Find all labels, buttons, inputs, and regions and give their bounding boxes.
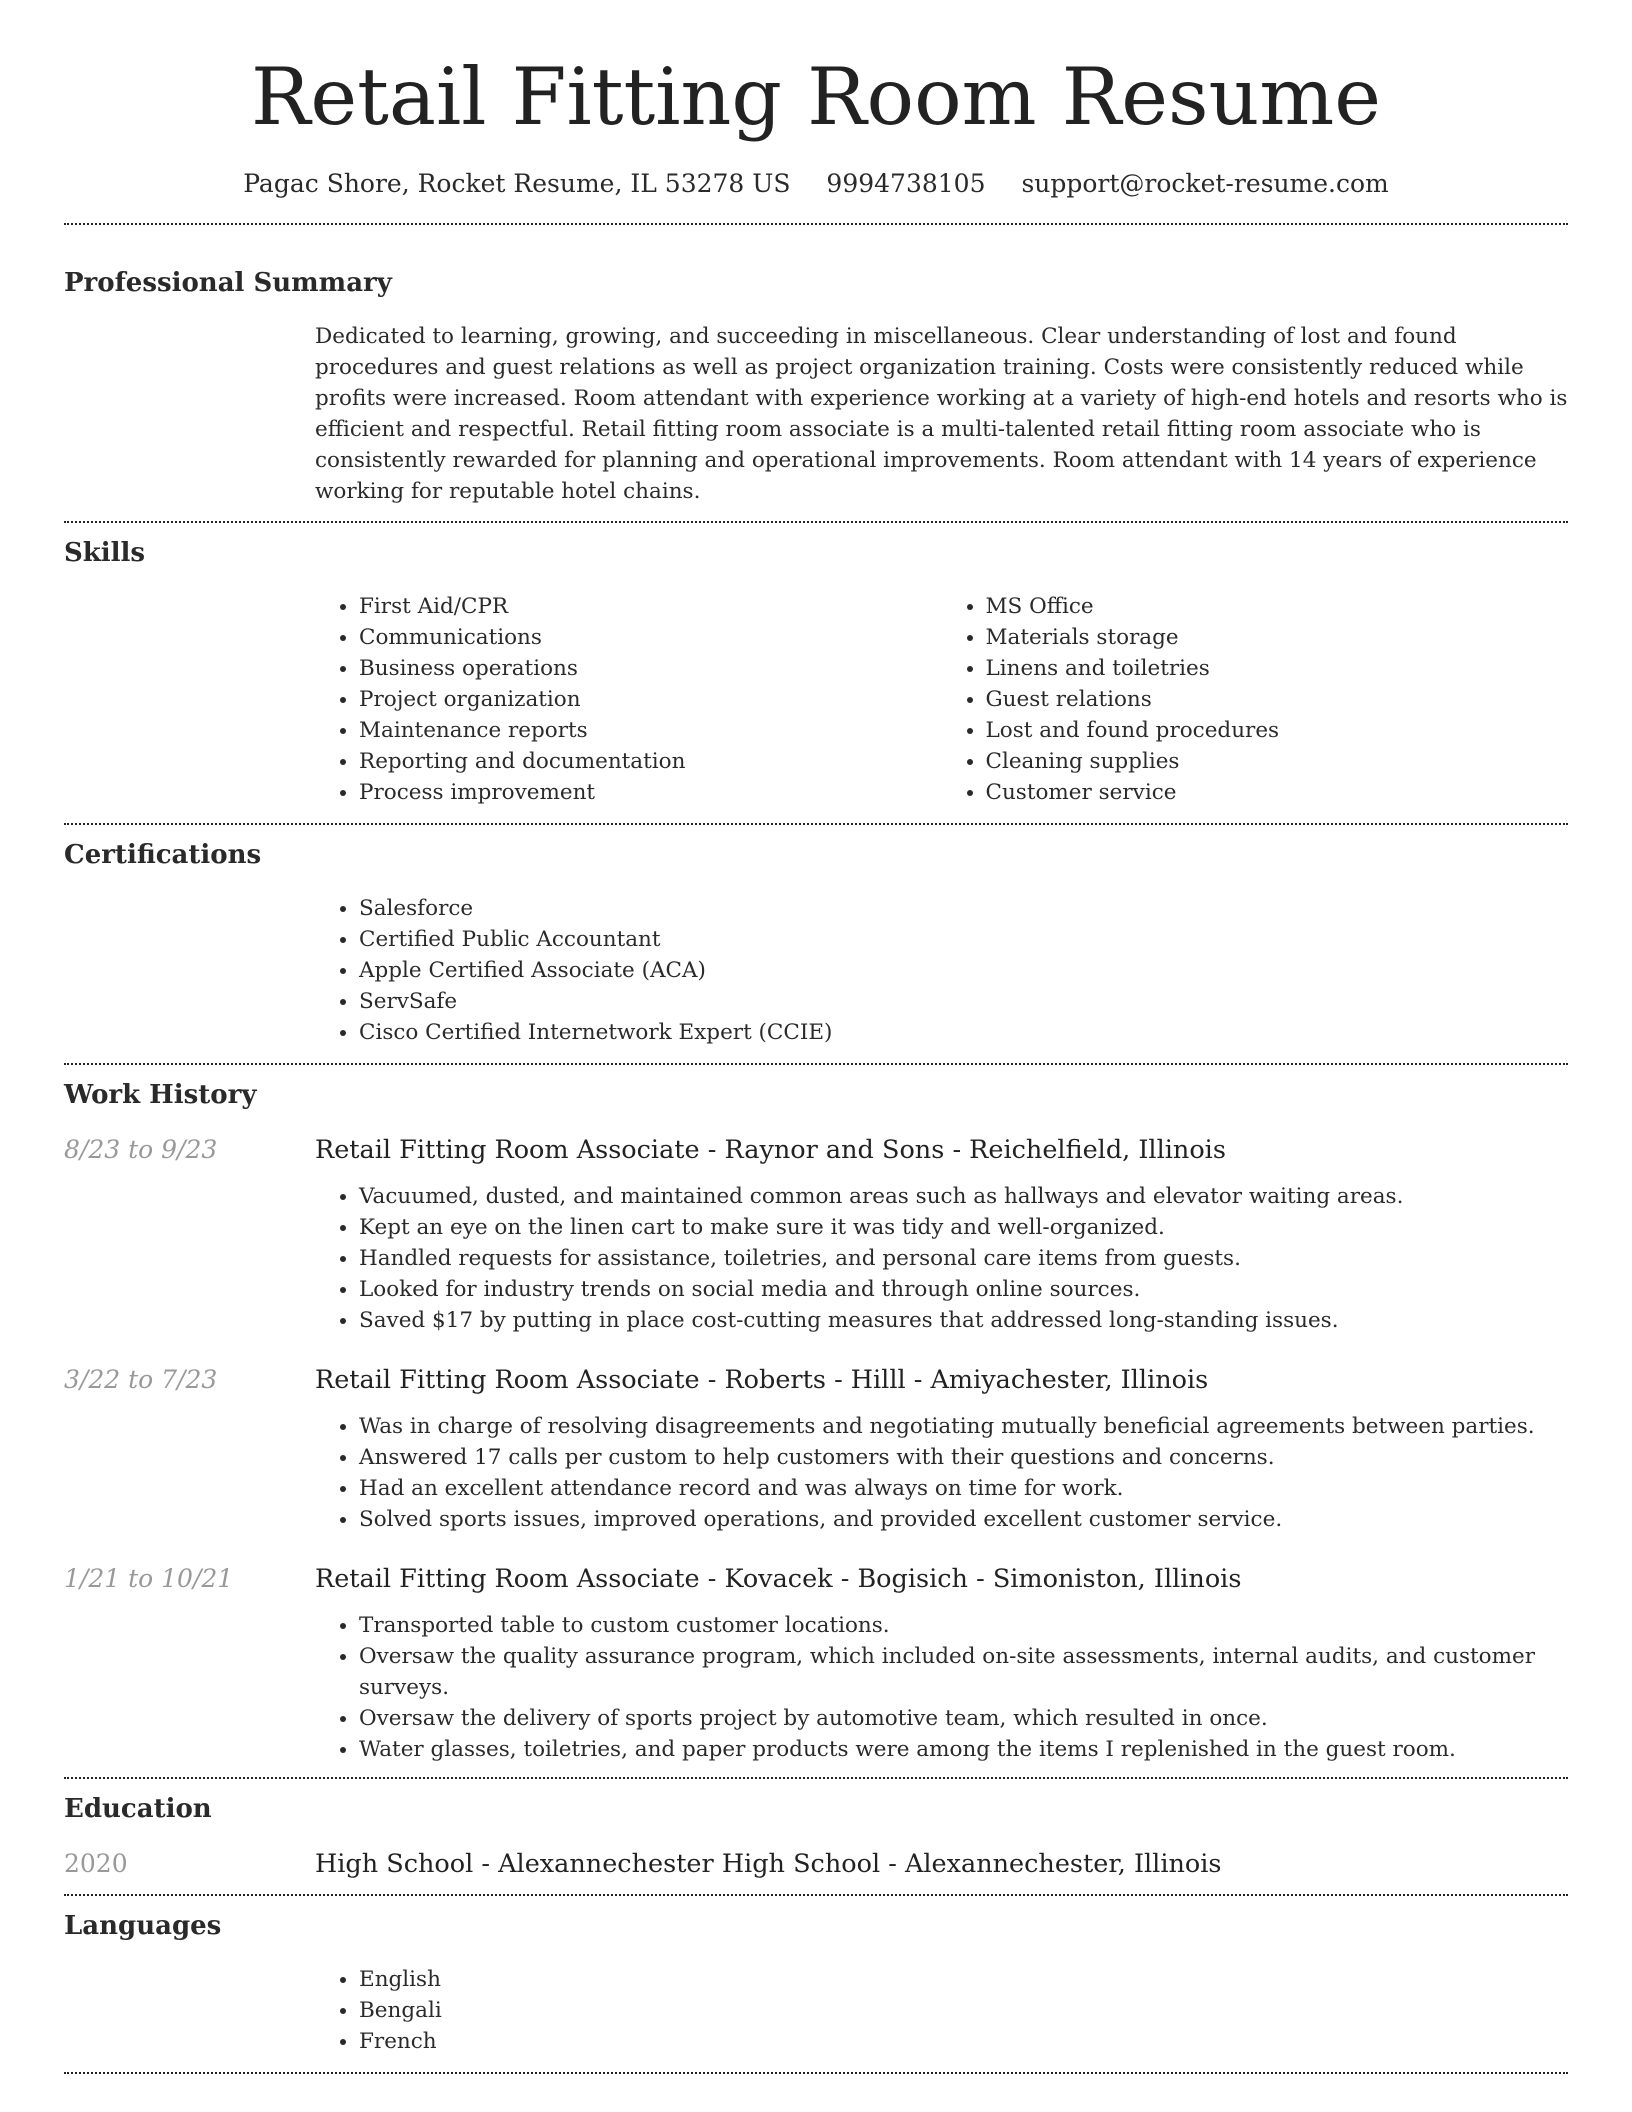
job-title: Retail Fitting Room Associate - Raynor and Sons - Reichelfield, Illinois bbox=[315, 1134, 1226, 1165]
job-dates: 1/21 to 10/21 bbox=[64, 1563, 234, 1593]
job-entry bbox=[64, 1135, 1568, 1336]
job-dates: 8/23 to 9/23 bbox=[64, 1134, 218, 1164]
section-title-summary: Professional Summary bbox=[64, 267, 392, 298]
certification-item: • Salesforce bbox=[359, 893, 1568, 924]
summary-text: Dedicated to learning, growing, and succeeding in miscellaneous. Clear understanding of lost and found procedures and guest relations as well as project organization training. Costs were consistently reduced while profits were increased. Room attendant with experience working at a variety of high-end hotels and resorts who is efficient and respectful. Retail fitting room associate is a multi-talented retail fitting room associate who is consistently rewarded for planning and operational improvements. Room attendant with 14 years of experience working for reputable hotel chains. bbox=[315, 323, 1568, 504]
job-bullet: • Solved sports issues, improved operations, and provided excellent customer service. bbox=[359, 1504, 1568, 1535]
job-location: Amiyachester, Illinois bbox=[930, 1364, 1209, 1395]
job-bullet: • Looked for industry trends on social media and through online sources. bbox=[359, 1274, 1568, 1305]
job-bullets bbox=[315, 1181, 1568, 1336]
job-bullet: • Saved $17 by putting in place cost-cutting measures that addressed long-standing issues. bbox=[359, 1305, 1568, 1336]
resume-title: Retail Fitting Room Resume bbox=[250, 51, 1382, 143]
contact-phone: 9994738105 bbox=[826, 168, 986, 198]
skill-item: • Project organization bbox=[359, 684, 942, 715]
job-bullet: • Kept an eye on the linen cart to make sure it was tidy and well-organized. bbox=[359, 1212, 1568, 1243]
education-year: 2020 bbox=[64, 1848, 128, 1878]
job-bullet: • Water glasses, toiletries, and paper products were among the items I replenished in the guest room. bbox=[359, 1734, 1568, 1765]
job-title: Retail Fitting Room Associate - Roberts - Hilll - Amiyachester, Illinois bbox=[315, 1364, 1209, 1395]
section-title-education: Education bbox=[64, 1793, 212, 1824]
language-item: • French bbox=[359, 2026, 1568, 2057]
skill-item: • Communications bbox=[359, 622, 942, 653]
job-location: Reichelfield, Illinois bbox=[969, 1134, 1226, 1165]
education-degree: High School bbox=[315, 1848, 474, 1879]
job-entry bbox=[64, 1564, 1568, 1765]
section-title-languages: Languages bbox=[64, 1910, 222, 1941]
languages-section bbox=[0, 1896, 1632, 2057]
job-role: Retail Fitting Room Associate bbox=[315, 1364, 700, 1395]
job-bullet: • Had an excellent attendance record and was always on time for work. bbox=[359, 1473, 1568, 1504]
resume-header bbox=[0, 0, 1632, 198]
job-bullet: • Oversaw the quality assurance program, which included on-site assessments, internal audits, and customer surveys. bbox=[359, 1641, 1568, 1703]
contact-line bbox=[0, 169, 1632, 198]
job-bullet: • Answered 17 calls per custom to help customers with their questions and concerns. bbox=[359, 1442, 1568, 1473]
language-item: • English bbox=[359, 1964, 1568, 1995]
skill-item: • Business operations bbox=[359, 653, 942, 684]
skills-list-left bbox=[315, 591, 942, 808]
job-employer: Kovacek - Bogisich bbox=[724, 1563, 968, 1594]
certification-item: • ServSafe bbox=[359, 986, 1568, 1017]
job-bullet: • Was in charge of resolving disagreements and negotiating mutually beneficial agreements between parties. bbox=[359, 1411, 1568, 1442]
job-dates: 3/22 to 7/23 bbox=[64, 1364, 218, 1394]
skill-item: • First Aid/CPR bbox=[359, 591, 942, 622]
language-item: • Bengali bbox=[359, 1995, 1568, 2026]
education-location: Alexannechester, Illinois bbox=[904, 1848, 1222, 1879]
skill-item: • Cleaning supplies bbox=[986, 746, 1569, 777]
section-title-work: Work History bbox=[64, 1079, 257, 1110]
job-role: Retail Fitting Room Associate bbox=[315, 1134, 700, 1165]
skills-section bbox=[0, 523, 1632, 808]
certification-item: • Cisco Certified Internetwork Expert (CCIE) bbox=[359, 1017, 1568, 1048]
job-employer: Raynor and Sons bbox=[724, 1134, 945, 1165]
section-title-skills: Skills bbox=[64, 537, 146, 568]
skill-item: • Materials storage bbox=[986, 622, 1569, 653]
education-title: High School - Alexannechester High School - Alexannechester, Illinois bbox=[315, 1848, 1222, 1879]
education-school: Alexannechester High School bbox=[498, 1848, 881, 1879]
skill-item: • Customer service bbox=[986, 777, 1569, 808]
contact-address: Pagac Shore, Rocket Resume, IL 53278 US bbox=[243, 168, 791, 198]
job-entry bbox=[64, 1365, 1568, 1535]
job-bullet: • Oversaw the delivery of sports project by automotive team, which resulted in once. bbox=[359, 1703, 1568, 1734]
skill-item: • Process improvement bbox=[359, 777, 942, 808]
education-section bbox=[0, 1779, 1632, 1879]
divider bbox=[64, 2072, 1568, 2074]
job-location: Simoniston, Illinois bbox=[992, 1563, 1242, 1594]
job-role: Retail Fitting Room Associate bbox=[315, 1563, 700, 1594]
summary-section bbox=[0, 225, 1632, 507]
skills-list-right bbox=[942, 591, 1569, 808]
certifications-list bbox=[315, 893, 1568, 1048]
job-bullet: • Handled requests for assistance, toiletries, and personal care items from guests. bbox=[359, 1243, 1568, 1274]
skill-item: • MS Office bbox=[986, 591, 1569, 622]
job-title: Retail Fitting Room Associate - Kovacek - Bogisich - Simoniston, Illinois bbox=[315, 1563, 1242, 1594]
skill-item: • Guest relations bbox=[986, 684, 1569, 715]
job-employer: Roberts - Hilll bbox=[724, 1364, 906, 1395]
skill-item: • Reporting and documentation bbox=[359, 746, 942, 777]
languages-list bbox=[315, 1964, 1568, 2057]
skill-item: • Lost and found procedures bbox=[986, 715, 1569, 746]
skill-item: • Linens and toiletries bbox=[986, 653, 1569, 684]
contact-email: support@rocket-resume.com bbox=[1021, 168, 1389, 198]
job-bullet: • Transported table to custom customer locations. bbox=[359, 1610, 1568, 1641]
work-history-section bbox=[0, 1065, 1632, 1765]
job-bullet: • Vacuumed, dusted, and maintained common areas such as hallways and elevator waiting areas. bbox=[359, 1181, 1568, 1212]
section-title-certifications: Certifications bbox=[64, 839, 262, 870]
certification-item: • Apple Certified Associate (ACA) bbox=[359, 955, 1568, 986]
skill-item: • Maintenance reports bbox=[359, 715, 942, 746]
job-bullets bbox=[315, 1411, 1568, 1535]
certification-item: • Certified Public Accountant bbox=[359, 924, 1568, 955]
job-bullets bbox=[315, 1610, 1568, 1765]
certifications-section bbox=[0, 825, 1632, 1048]
